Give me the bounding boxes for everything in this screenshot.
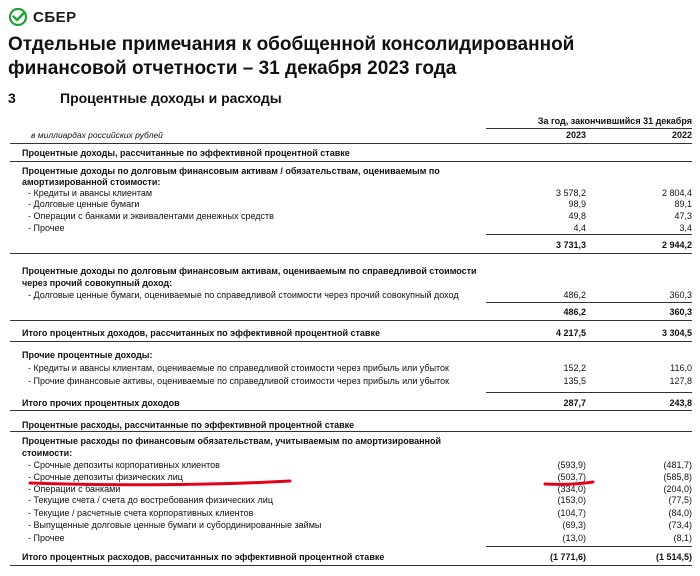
row-label: - Прочее	[28, 533, 65, 543]
row-label: Итого процентных доходов, рассчитанных по эффективной процентной ставке	[22, 328, 380, 338]
row-label: Итого процентных расходов, рассчитанных по эффективной процентной ставке	[22, 552, 385, 562]
value-2022: 360,3	[669, 307, 692, 317]
value-2023: 49,8	[568, 211, 586, 221]
sber-logo-icon	[8, 7, 28, 27]
value-2022: (73,4)	[668, 520, 692, 530]
year-header-2022: 2022	[671, 130, 692, 140]
row-label: - Прочие финансовые активы, оцениваемые по справедливой стоимости через прибыль или убыток	[28, 376, 450, 386]
row-label: Процентные расходы по финансовым обязательствам, учитываемым по амортизированной	[22, 436, 442, 446]
section-heading	[8, 90, 282, 106]
value-2022: (204,0)	[663, 484, 692, 494]
table-rule	[486, 392, 692, 393]
value-2023: (69,3)	[562, 520, 586, 530]
period-header: За год, закончившийся 31 декабря	[537, 116, 692, 126]
row-label: Процентные расходы, рассчитанные по эффективной процентной ставке	[22, 420, 355, 430]
row-label: Процентные доходы по долговым финансовым активам / обязательствам, оцениваемым по	[22, 166, 440, 176]
value-2023: 152,2	[563, 363, 586, 373]
value-2023: 4 217,5	[555, 328, 586, 338]
value-2022: 47,3	[674, 211, 692, 221]
table-rule	[10, 410, 692, 411]
value-2022: (77,5)	[668, 495, 692, 505]
value-2022: 3 304,5	[661, 328, 692, 338]
row-label: Процентные доходы по долговым финансовым активам, оцениваемым по справедливой стоимости	[22, 266, 477, 276]
row-label: - Текущие / расчетные счета корпоративных клиентов	[28, 508, 254, 518]
section-number: 3	[8, 90, 16, 106]
row-label: - Прочее	[28, 223, 65, 233]
table-rule	[10, 253, 692, 254]
value-2023: 4,4	[573, 223, 586, 233]
row-label: - Текущие счета / счета до востребования физических лиц	[28, 495, 273, 505]
value-2023: 135,5	[563, 376, 586, 386]
header-divider	[486, 128, 692, 129]
table-rule	[10, 565, 692, 566]
row-label: - Кредиты и авансы клиентам, оцениваемые по справедливой стоимости через прибыль или убыток	[28, 363, 449, 373]
section-title: Процентные доходы и расходы	[60, 90, 282, 106]
table-rule	[10, 143, 692, 144]
value-2022: 2 804,4	[661, 188, 692, 198]
units-note: в миллиардах российских рублей	[31, 130, 163, 140]
value-2022: (1 514,5)	[655, 552, 692, 562]
row-label: - Долговые ценные бумаги, оцениваемые по справедливой стоимости через прочий совокупный доход	[28, 290, 459, 300]
value-2023: (334,0)	[557, 484, 586, 494]
value-2023: (593,9)	[557, 460, 586, 470]
value-2022: 116,0	[670, 363, 692, 373]
row-label: - Срочные депозиты корпоративных клиентов	[28, 460, 220, 470]
row-label: - Кредиты и авансы клиентам	[28, 188, 153, 198]
value-2022: (84,0)	[668, 508, 692, 518]
row-label: - Срочные депозиты физических лиц	[28, 472, 183, 482]
value-2023: 3 578,2	[555, 188, 586, 198]
logo-text: СБЕР	[33, 8, 77, 26]
value-2023: 98,9	[568, 199, 586, 209]
row-label: через прочий совокупный доход:	[22, 278, 173, 288]
value-2023: 486,2	[563, 290, 586, 300]
table-rule	[10, 341, 692, 342]
value-2023: 486,2	[563, 307, 586, 317]
value-2022: 3,4	[679, 223, 692, 233]
value-2023: (503,7)	[557, 472, 586, 482]
row-label: - Выпущенные долговые ценные бумаги и субординированные займы	[28, 520, 322, 530]
value-2023: (1 771,6)	[549, 552, 586, 562]
value-2022: (8,1)	[673, 533, 692, 543]
value-2022: 89,1	[674, 199, 692, 209]
value-2022: 127,8	[669, 376, 692, 386]
row-label: - Операции с банками и эквивалентами денежных средств	[28, 211, 274, 221]
row-label: - Операции с банками	[28, 484, 121, 494]
value-2023: 3 731,3	[555, 240, 586, 250]
row-label: стоимости:	[22, 448, 73, 458]
row-label: Прочие процентные доходы:	[22, 350, 153, 360]
table-rule	[10, 161, 692, 162]
row-label: - Долговые ценные бумаги	[28, 199, 140, 209]
value-2023: (13,0)	[562, 533, 586, 543]
table-rule	[10, 320, 692, 321]
row-label: Процентные доходы, рассчитанные по эффективной процентной ставке	[22, 148, 350, 158]
row-label: Итого прочих процентных доходов	[22, 398, 180, 408]
value-2023: (153,0)	[557, 495, 586, 505]
sber-logo	[8, 7, 77, 27]
table-rule	[486, 546, 692, 547]
row-label: амортизированной стоимости:	[22, 177, 161, 187]
value-2022: 243,8	[669, 398, 692, 408]
value-2022: 2 944,2	[661, 240, 692, 250]
value-2023: 287,7	[563, 398, 586, 408]
value-2022: 360,3	[669, 290, 692, 300]
value-2023: (104,7)	[557, 508, 586, 518]
table-rule	[10, 431, 692, 432]
table-rule	[486, 234, 692, 235]
year-header-2023: 2023	[565, 130, 586, 140]
value-2022: (585,8)	[663, 472, 692, 482]
table-rule	[486, 302, 692, 303]
page-title: Отдельные примечания к обобщенной консолидированной финансовой отчетности – 31 декабря 2023 года	[8, 34, 575, 79]
value-2022: (481,7)	[663, 460, 692, 470]
